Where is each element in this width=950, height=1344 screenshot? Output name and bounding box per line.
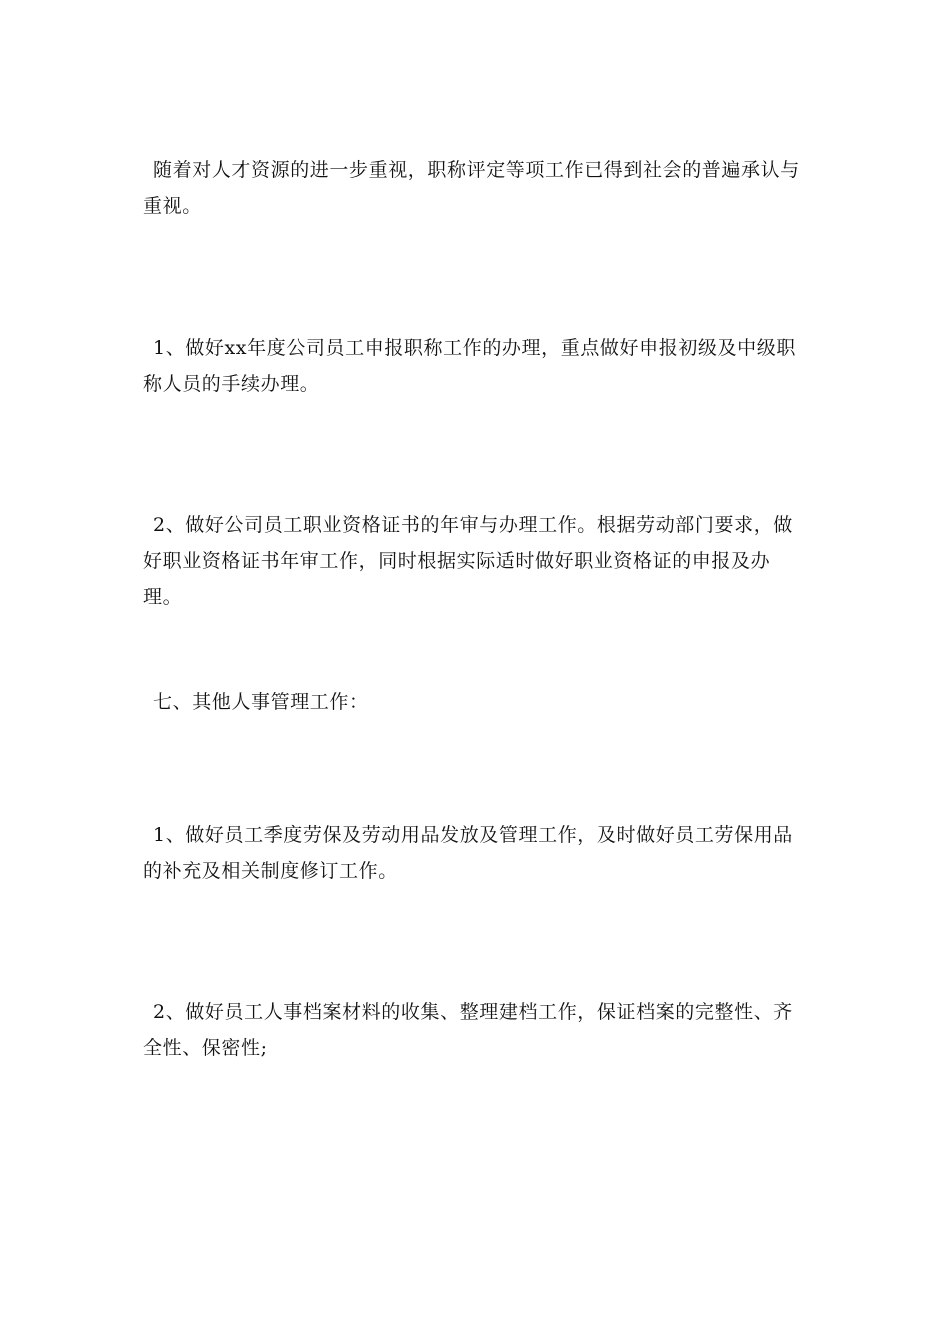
paragraph-item-4: [143, 994, 808, 1066]
paragraph-text: 1、做好xx年度公司员工申报职称工作的办理，重点做好申报初级及中级职称人员的手续办理。: [143, 337, 796, 395]
paragraph-text: 2、做好员工人事档案材料的收集、整理建档工作，保证档案的完整性、齐全性、保密性;: [143, 1001, 793, 1059]
paragraph-item-3: [143, 817, 808, 889]
heading-text: 七、其他人事管理工作：: [153, 691, 369, 713]
paragraph-intro: [143, 152, 808, 224]
section-heading: [143, 684, 808, 720]
paragraph-item-2: [143, 507, 808, 615]
paragraph-item-1: [143, 330, 808, 402]
paragraph-text: 随着对人才资源的进一步重视，职称评定等项工作已得到社会的普遍承认与重视。: [143, 159, 800, 217]
paragraph-text: 2、做好公司员工职业资格证书的年审与办理工作。根据劳动部门要求，做好职业资格证书年审工作，同时根据实际适时做好职业资格证的申报及办理。: [143, 514, 793, 608]
paragraph-text: 1、做好员工季度劳保及劳动用品发放及管理工作，及时做好员工劳保用品的补充及相关制度修订工作。: [143, 824, 793, 882]
